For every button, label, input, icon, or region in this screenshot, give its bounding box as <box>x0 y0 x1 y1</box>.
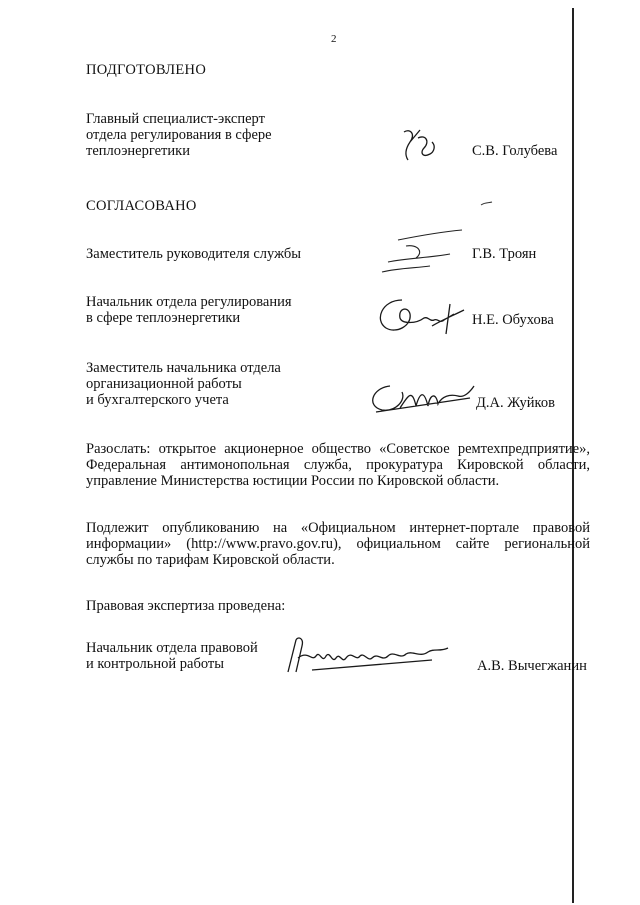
signatory-troyan-name: Г.В. Троян <box>472 246 537 262</box>
signature-vychegzhanin <box>282 632 452 678</box>
position-line: и контрольной работы <box>86 656 224 672</box>
position-line: Начальник отдела регулирования <box>86 294 292 310</box>
position-line: Главный специалист-эксперт <box>86 111 265 127</box>
position-line: теплоэнергетики <box>86 143 190 159</box>
agreed-heading: СОГЛАСОВАНО <box>86 198 197 214</box>
distribution-line: Федеральная антимонопольная служба, прокуратура Кировской области, <box>86 457 590 473</box>
signature-golubeva <box>396 124 446 170</box>
legal-review-name: А.В. Вычегжанин <box>477 658 587 674</box>
publication-block <box>86 520 590 568</box>
signature-obukhova <box>372 290 468 338</box>
position-line: и бухгалтерского учета <box>86 392 229 408</box>
distribution-line: управление Министерства юстиции России по Кировской области. <box>86 473 500 489</box>
mark-dash <box>480 200 494 208</box>
position-line: Начальник отдела правовой <box>86 640 258 656</box>
position-line: отдела регулирования в сфере <box>86 127 272 143</box>
position-line: Заместитель руководителя службы <box>86 246 302 262</box>
prepared-heading: ПОДГОТОВЛЕНО <box>86 62 207 78</box>
page-number: 2 <box>331 33 337 45</box>
distribution-block <box>86 441 590 489</box>
publication-line: информации» (http://www.pravo.gov.ru), официальном сайте региональной <box>86 536 590 552</box>
signatory-zhuikov-position <box>86 360 281 408</box>
legal-review-statement: Правовая экспертиза проведена: <box>86 598 286 614</box>
prepared-position <box>86 111 272 159</box>
signatory-troyan-position <box>86 246 301 262</box>
publication-line: Подлежит опубликованию на «Официальном интернет-портале правовой <box>86 520 590 536</box>
position-line: организационной работы <box>86 376 242 392</box>
legal-review-position <box>86 640 258 672</box>
signatory-obukhova-position <box>86 294 292 326</box>
position-line: в сфере теплоэнергетики <box>86 310 241 326</box>
distribution-line: Разослать: открытое акционерное общество «Советское ремтехпредприятие», <box>86 441 590 457</box>
position-line: Заместитель начальника отдела <box>86 360 281 376</box>
signature-zhuikov <box>366 378 476 418</box>
signatory-obukhova-name: Н.Е. Обухова <box>472 312 554 328</box>
publication-line: службы по тарифам Кировской области. <box>86 552 335 568</box>
signature-troyan <box>378 222 468 280</box>
prepared-name: С.В. Голубева <box>472 143 558 159</box>
signatory-zhuikov-name: Д.А. Жуйков <box>476 395 555 411</box>
